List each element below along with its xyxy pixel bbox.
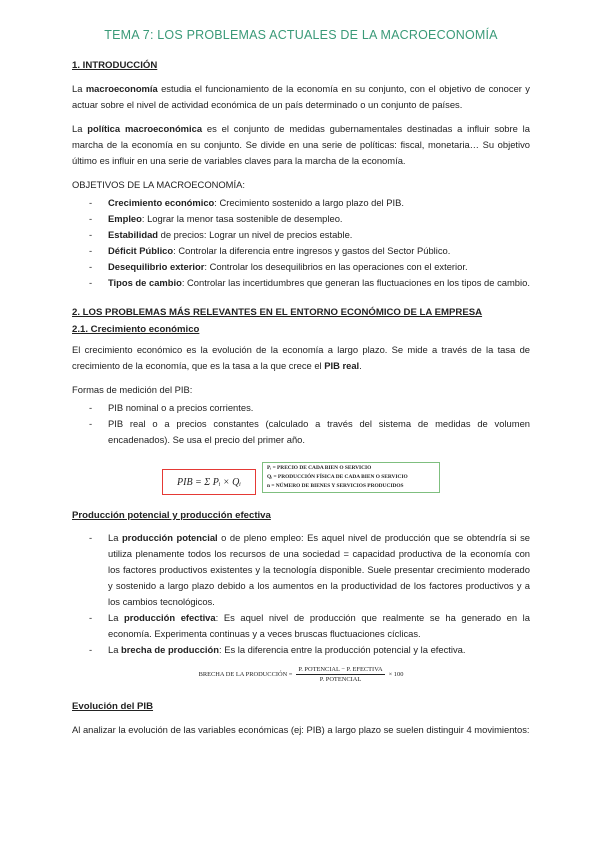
paragraph-evolucion: Al analizar la evolución de las variables económicas (ej: PIB) a largo plazo se suelen distinguir 4 movimientos:	[72, 724, 530, 735]
brecha-numerator: P. POTENCIAL − P. EFECTIVA	[298, 666, 383, 673]
section-heading-problemas: 2. LOS PROBLEMAS MÁS RELEVANTES EN EL ENTORNO ECONÓMICO DE LA EMPRESA	[72, 307, 483, 318]
brecha-fraction	[296, 666, 384, 683]
list-item: - Empleo: Lograr la menor tasa sostenible de desempleo.	[72, 211, 530, 227]
legend-line: Pᵢ = PRECIO DE CADA BIEN O SERVICIO	[267, 464, 372, 471]
brecha-formula	[72, 666, 530, 683]
list-item: - La brecha de producción: Es la diferencia entre la producción potencial y la efectiva.	[72, 642, 530, 658]
objetivos-label: OBJETIVOS DE LA MACROECONOMÍA:	[72, 179, 245, 190]
subsection-heading-crecimiento: 2.1. Crecimiento económico	[72, 324, 200, 335]
objetivos-list	[72, 195, 530, 291]
list-item: - PIB nominal o a precios corrientes.	[72, 400, 530, 416]
formas-list	[72, 400, 530, 448]
list-item: - PIB real o a precios constantes (calculado a través del sistema de medidas de volumen encadenados). Se usa el precio del primer año.	[72, 416, 530, 448]
brecha-rhs: × 100	[388, 671, 404, 678]
list-item: - Crecimiento económico: Crecimiento sostenido a largo plazo del PIB.	[72, 195, 530, 211]
legend-line: n = NÚMERO DE BIENES Y SERVICIOS PRODUCIDOS	[267, 482, 404, 489]
brecha-denominator: P. POTENCIAL	[319, 676, 362, 683]
list-item: - Desequilibrio exterior: Controlar los desequilibrios en las operaciones con el exterior.	[72, 259, 530, 275]
pib-formula-legend	[262, 462, 440, 493]
paragraph-politica: La política macroeconómica es el conjunto de medidas gubernamentales destinadas a influir sobre la marcha de la economía en su conjunto. Se divide en una serie de políticas: fiscal, monetaria… Su objetivo último es influir en una serie de variables claves para la marcha de la economía.	[72, 123, 530, 166]
brecha-lhs: BRECHA DE LA PRODUCCIÓN =	[198, 671, 293, 678]
page-title: TEMA 7: LOS PROBLEMAS ACTUALES DE LA MACROECONOMÍA	[104, 28, 498, 42]
list-item: - La producción potencial o de pleno empleo: Es aquel nivel de producción que se obtendría si se utiliza plenamente todos los recursos de una sociedad = capacidad productiva de la economía con los factores productivos existentes y la tecnología disponible. Suele presentar crecimiento moderado y sostenido a largo plazo debido a los aumentos en la productividad de los factores productivos y a los cambios tecnológicos.	[72, 530, 530, 610]
produccion-list	[72, 530, 530, 658]
list-item: - La producción efectiva: Es aquel nivel de producción que realmente se ha generado en la economía. Experimenta continuas y a veces bruscas fluctuaciones cíclicas.	[72, 610, 530, 642]
subheading-evolucion: Evolución del PIB	[72, 701, 154, 712]
formas-label: Formas de medición del PIB:	[72, 384, 193, 395]
list-item: - Tipos de cambio: Controlar las incertidumbres que generan las fluctuaciones en los tipos de cambio.	[72, 275, 530, 291]
paragraph-crecimiento: El crecimiento económico es la evolución de la economía a largo plazo. Se mide a través de la tasa de crecimiento de la economía, que es la tasa a la que crece el PIB real.	[72, 344, 530, 371]
section-heading-introduccion: 1. INTRODUCCIÓN	[72, 60, 158, 71]
subheading-produccion: Producción potencial y producción efectiva	[72, 510, 271, 521]
list-item: - Déficit Público: Controlar la diferencia entre ingresos y gastos del Sector Público.	[72, 243, 530, 259]
legend-line: Qᵢ = PRODUCCIÓN FÍSICA DE CADA BIEN O SERVICIO	[267, 473, 408, 480]
pib-formula-box: PIB = Σ Pᵢ × Qᵢ	[162, 469, 256, 495]
list-item: - Estabilidad de precios: Lograr un nivel de precios estable.	[72, 227, 530, 243]
paragraph-macroeconomia: La macroeconomía estudia el funcionamiento de la economía en su conjunto, con el objetivo de conocer y actuar sobre el nivel de actividad económica de un país determinado o un conjunto de países.	[72, 83, 530, 110]
pib-formula	[72, 456, 530, 498]
document-page	[72, 24, 530, 746]
